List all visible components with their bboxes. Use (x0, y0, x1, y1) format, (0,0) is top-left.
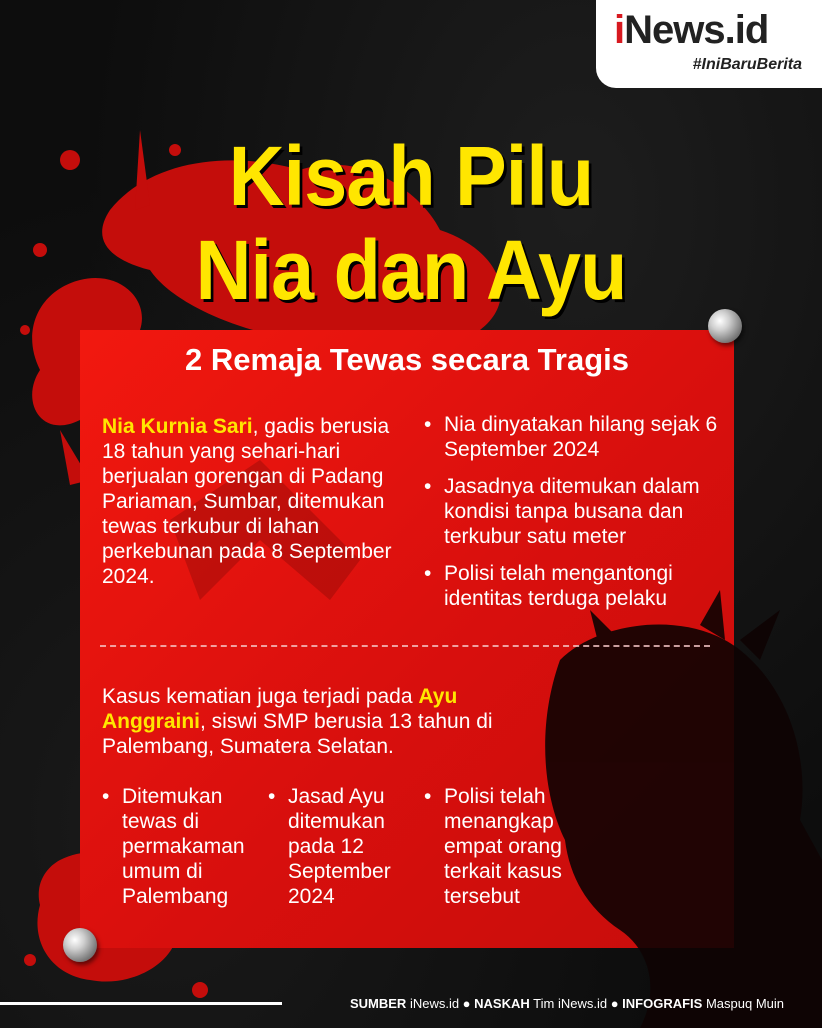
pushpin-icon (708, 309, 742, 343)
credit-script-value: Tim iNews.id (533, 996, 608, 1011)
nia-bullet-list (424, 412, 720, 623)
list-item: • Ditemukan tewas di permakaman umum di Palembang (102, 784, 252, 909)
ayu-bullet-col-3 (424, 784, 584, 921)
headline-line-2: Nia dan Ayu (195, 223, 627, 317)
headline-line-1: Kisah Pilu (228, 129, 594, 223)
ayu-intro: Kasus kematian juga terjadi pada (102, 685, 413, 708)
list-item: • Polisi telah menangkap empat orang terkait kasus tersebut (424, 784, 584, 909)
ayu-description-text: , siswi SMP berusia 13 tahun di Palembang, Sumatera Selatan. (102, 710, 493, 758)
list-item: • Jasadnya ditemukan dalam kondisi tanpa busana dan terkubur satu meter (424, 474, 720, 549)
ayu-name: Ayu Anggraini (102, 685, 458, 733)
credit-script-label: NASKAH (474, 996, 530, 1011)
section-divider (100, 645, 710, 647)
credit-source-label: SUMBER (349, 996, 407, 1011)
logo-letter-i: i (614, 8, 625, 52)
logo-wordmark: News.id (624, 8, 769, 52)
list-item: • Polisi telah mengantongi identitas terduga pelaku (424, 561, 720, 611)
credit-graphic-label: INFOGRAFIS (622, 996, 703, 1011)
panel-subtitle: 2 Remaja Tewas secara Tragis (184, 342, 630, 377)
nia-description (102, 414, 392, 589)
credit-graphic-value: Maspuq Muin (705, 996, 784, 1011)
footer-rule (0, 1002, 282, 1005)
ayu-description (102, 684, 542, 759)
credit-source-value: iNews.id (409, 996, 460, 1011)
nia-description-text: , gadis berusia 18 tahun yang sehari-hari berjualan gorengan di Padang Pariaman, Sumbar, ditemukan tewas terkubur di lahan perkebunan pada 8 September 2024. (102, 415, 392, 588)
list-item: • Nia dinyatakan hilang sejak 6 September 2024 (424, 412, 720, 462)
credits-footer: SUMBER iNews.id ● NASKAH Tim iNews.id ● INFOGRAFIS Maspuq Muin (349, 996, 784, 1011)
nia-name: Nia Kurnia Sari (102, 415, 253, 438)
pushpin-icon (63, 928, 97, 962)
ayu-bullet-col-1 (102, 784, 252, 921)
brand-tagline: #IniBaruBerita (692, 56, 802, 73)
list-item: • Jasad Ayu ditemukan pada 12 September 2024 (268, 784, 408, 909)
ayu-bullet-col-2 (268, 784, 408, 921)
